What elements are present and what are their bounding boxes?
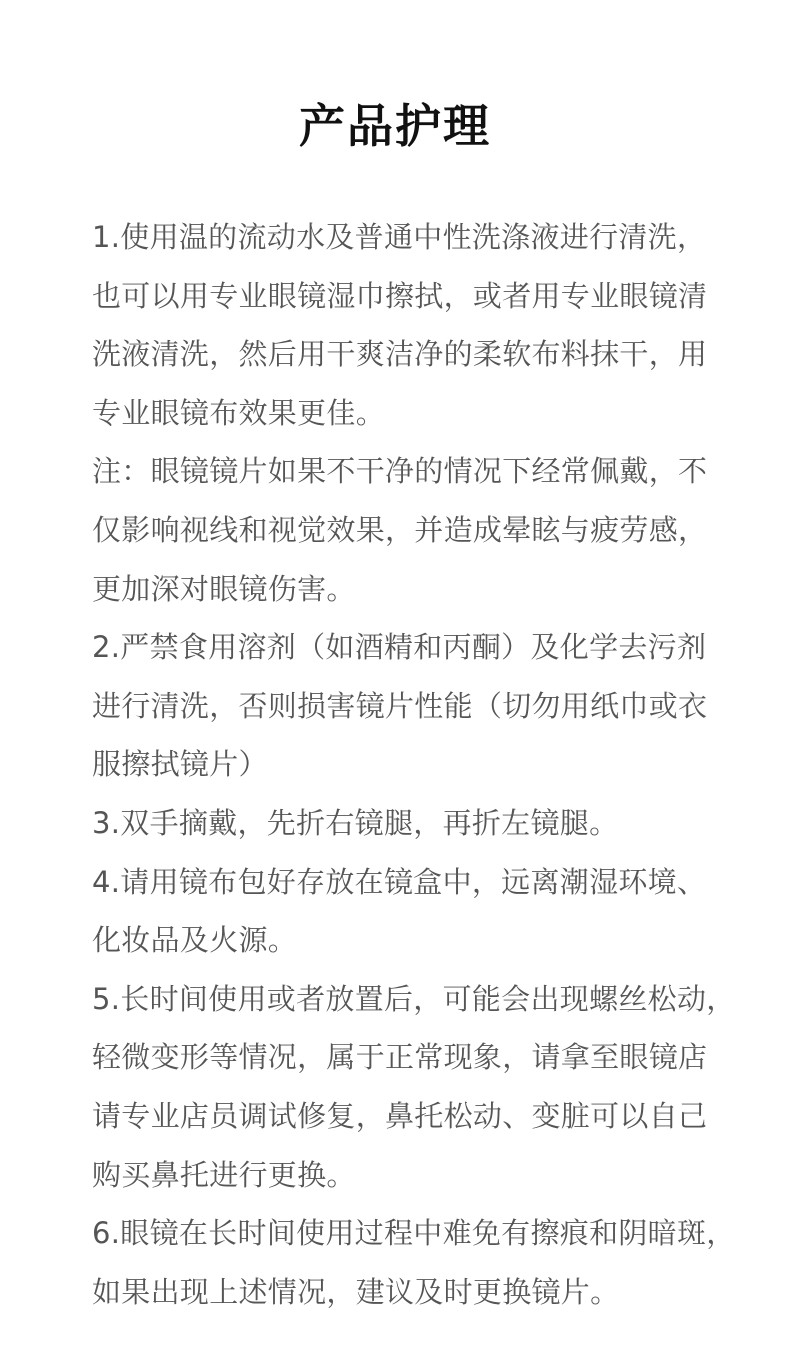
text-line: 6.眼镜在长时间使用过程中难免有擦痕和阴暗斑， [92,1216,736,1251]
text-line: 购买鼻托进行更换。 [92,1157,356,1192]
text-line: 请专业店员调试修复，鼻托松动、变脏可以自己 [92,1098,708,1133]
text-line: 轻微变形等情况，属于正常现象，请拿至眼镜店 [92,1040,708,1075]
text-line: 1.使用温的流动水及普通中性洗涤液进行清洗， [92,220,707,254]
care-instructions [92,208,736,1321]
text-line: 化妆品及火源。 [92,923,298,958]
text-line: 服擦拭镜片） [92,747,268,782]
text-line: 3.双手摘戴，先折右镜腿，再折左镜腿。 [92,805,619,840]
page-title: 产品护理 [299,99,491,153]
text-line: 也可以用专业眼镜湿巾擦拭，或者用专业眼镜清 [92,278,708,313]
text-line: 2.严禁食用溶剂（如酒精和丙酮）及化学去污剂 [92,630,707,665]
text-line: 5.长时间使用或者放置后，可能会出现螺丝松动， [92,981,736,1016]
text-line: 更加深对眼镜伤害。 [92,571,356,606]
text-line: 进行清洗，否则损害镜片性能（切勿用纸巾或衣 [92,688,708,723]
text-line: 注：眼镜镜片如果不干净的情况下经常佩戴，不 [92,454,708,489]
text-line: 仅影响视线和视觉效果，并造成晕眩与疲劳感， [92,512,708,547]
text-line: 洗液清洗，然后用干爽洁净的柔软布料抹干，用 [92,337,708,372]
text-line: 4.请用镜布包好存放在镜盒中，远离潮湿环境、 [92,864,707,899]
text-line: 如果出现上述情况，建议及时更换镜片。 [92,1274,620,1309]
text-line: 专业眼镜布效果更佳。 [92,395,386,430]
